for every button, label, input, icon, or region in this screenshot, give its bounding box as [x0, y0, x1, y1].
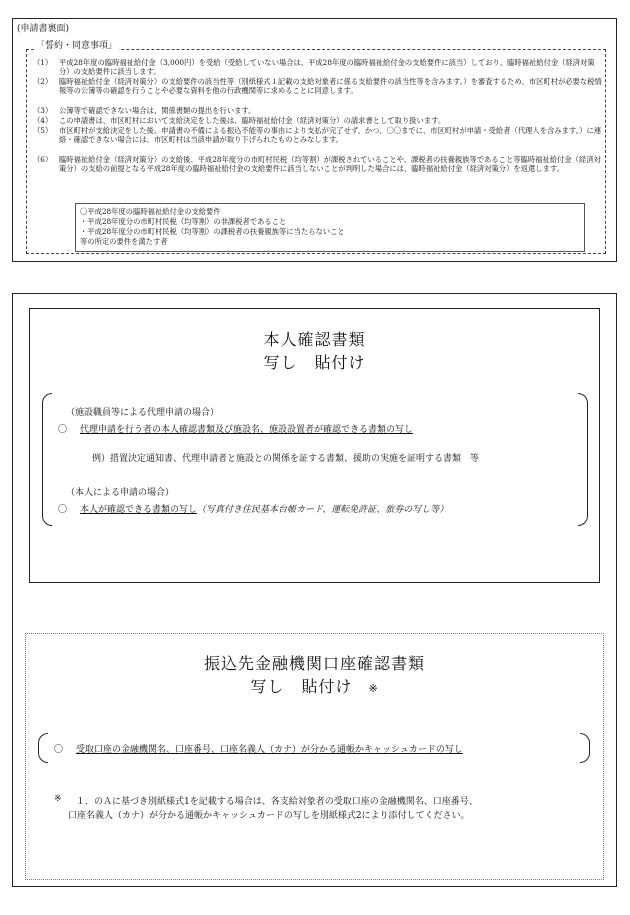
pledge-item-text: 臨時福祉給付金（経済対策分）の支給要件の該当性等（別紙様式１記載の支給対象者に係る支給要件の該当性等を含みます。）を審査するため、市区町村が必要な税情報等の公簿等の確認を行うことや必要な資料を他の行政機関等に求めることに同意します。	[59, 77, 602, 96]
pledge-item	[33, 116, 603, 125]
attachment-section	[12, 293, 617, 887]
pledge-item-number: （6）	[33, 155, 53, 164]
left-bracket	[38, 733, 48, 763]
pledge-item-number: （1）	[33, 58, 53, 67]
eligibility-requirements-box	[75, 203, 585, 252]
pledge-item-number: （5）	[33, 126, 53, 135]
left-bracket	[42, 393, 52, 526]
pledge-item-number: （2）	[33, 77, 53, 86]
requirement-line: ・平成28年度分の市町村民税（均等割）の課税者の扶養親族等に当たらないこと	[80, 227, 345, 236]
pledge-item-text: 公簿等で確認できない場合は、関係書類の提出を行います。	[59, 106, 256, 115]
pledge-title: 「誓約・同意事項」	[34, 38, 119, 51]
right-bracket	[578, 393, 588, 526]
pledge-item-text: 臨時福祉給付金（経済対策分）の支給後、平成28年度分の市町村民税（均等割）が課税されていることや、課税者の扶養親族等であること等臨時福祉給付金（経済対策分）の支給の前提となる平成28年度の臨時福祉給付金の支給要件に該当しないことが判明した場合には、臨時福祉給付金（経済対策分）を返還します。	[59, 155, 601, 174]
self-document-text: 本人が確認できる書類の写し	[80, 505, 198, 515]
pledge-item-text: この申請書は、市区町村において支給決定をした後は、臨時福祉給付金（経済対策分）の請求書として取り扱います。	[59, 116, 446, 125]
bank-bullet: 〇	[54, 745, 64, 755]
self-application-heading: （本人による申請の場合）	[66, 488, 175, 498]
pledge-item-number: （3）	[33, 106, 53, 115]
pledge-section	[12, 18, 617, 262]
pledge-item-number: （4）	[33, 116, 53, 125]
pledge-item	[33, 77, 603, 96]
form-back-caption: (申請書裏面)	[17, 24, 70, 34]
bank-account-document-panel	[25, 633, 604, 880]
identity-panel-subtitle: 写し 貼付け	[263, 353, 366, 372]
right-bracket	[580, 733, 590, 763]
bank-panel-title: 振込先金融機関口座確認書類	[203, 654, 425, 673]
bank-note-line-2: 口座名義人（カナ）が分かる通帳かキャッシュカードの写しを別紙様式2により添付してください。	[68, 811, 470, 821]
pledge-item	[33, 155, 603, 174]
reference-mark: ※	[368, 682, 379, 695]
pledge-item-text: 平成28年度の臨時福祉給付金（3,000円）を受給（受給していない場合は、平成28年度の臨時福祉給付金の支給要件に該当）しており、臨時福祉給付金（経済対策分）の支給要件に該当します。	[59, 58, 595, 77]
pledge-item	[33, 106, 603, 115]
proxy-required-document: 代理申請を行う者の本人確認書類及び施設名、施設設置者が確認できる書類の写し	[80, 425, 414, 435]
identity-document-panel	[29, 308, 600, 583]
self-bullet: 〇	[58, 505, 68, 515]
requirement-line: 等の所定の要件を満たす者	[80, 237, 168, 246]
identity-panel-title: 本人確認書類	[263, 330, 366, 349]
bank-note-line-1: １．のＡに基づき別紙様式1を記載する場合は、各支給対象者の受取口座の金融機関名、口座番号、	[76, 797, 478, 807]
bank-panel-subtitle-text: 写し 貼付け	[250, 677, 353, 696]
pledge-box	[26, 49, 606, 254]
requirement-line: ・平成28年度分の市町村民税（均等割）の非課税者であること	[80, 217, 287, 226]
proxy-application-heading: （施設職員等による代理申請の場合）	[66, 408, 220, 418]
pledge-item-text: 市区町村が支給決定をした後、申請書の不備による振込不能等の事由により支払が完了せず、かつ、〇〇までに、市区町村が申請・受給者（代理人を含みます。）に連絡・確認できない場合には、市区町村は当該申請が取り下げられたものとみなします。	[59, 126, 602, 145]
bank-required-document: 受取口座の金融機関名、口座番号、口座名義人（カナ）が分かる通帳かキャッシュカードの写し	[76, 745, 463, 755]
proxy-bullet: 〇	[58, 425, 68, 435]
self-required-document	[80, 502, 448, 515]
proxy-document-examples: 例）措置決定通知書、代理申請者と施設との関係を証する書類、援助の実施を証明する書類 等	[92, 454, 480, 464]
pledge-item	[33, 58, 603, 77]
requirement-line: 〇平成28年度の臨時福祉給付金の支給要件	[80, 207, 221, 216]
self-document-examples: （写真付き住民基本台帳カード、運転免許証、旅券の写し等）	[197, 505, 449, 515]
bank-panel-subtitle	[26, 674, 603, 697]
note-mark: ※	[54, 794, 62, 804]
pledge-item	[33, 126, 603, 145]
